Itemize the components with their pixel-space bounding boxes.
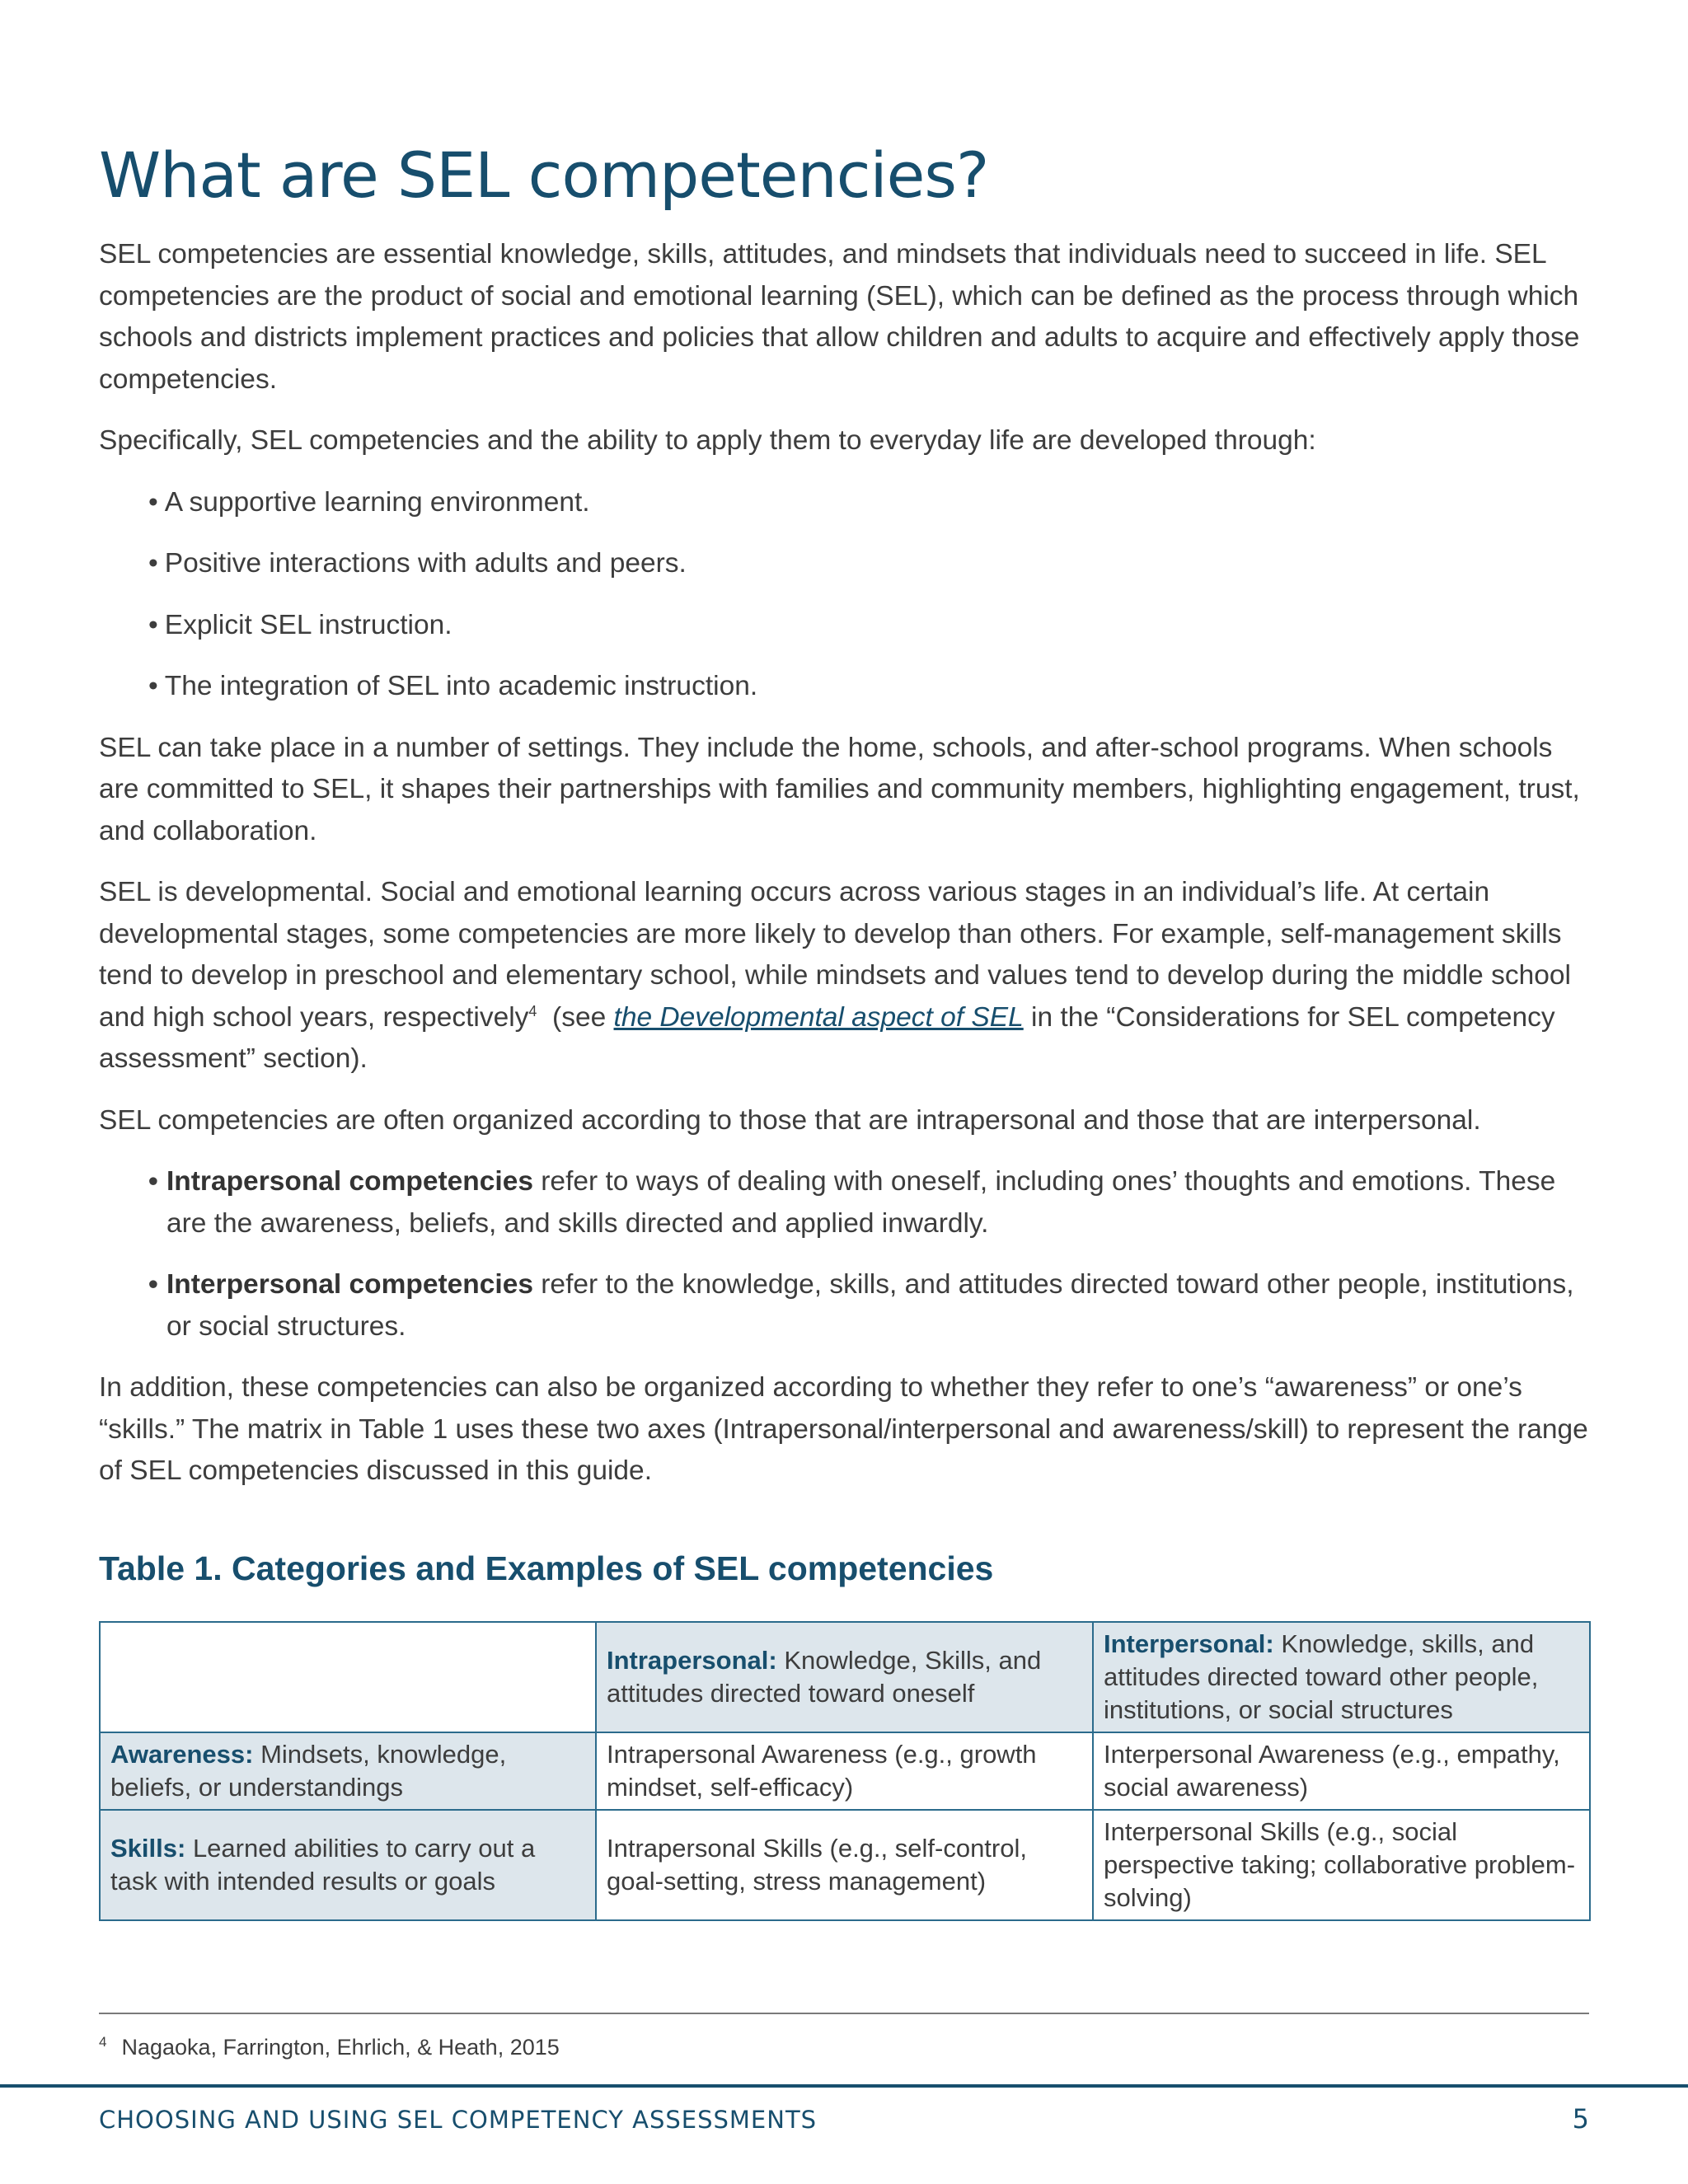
list-item: • Positive interactions with adults and peers. <box>148 548 687 579</box>
table-cell: Intrapersonal Awareness (e.g., growth mindset, self-efficacy) <box>596 1732 1093 1810</box>
settings-paragraph: SEL can take place in a number of settings. They include the home, schools, and after-school programs. When schools are committed to SEL, it shapes their partnerships with families and community members, highlighting engagement, trust, and collaboration. <box>99 732 1580 846</box>
list-item: • The integration of SEL into academic instruction. <box>148 671 758 701</box>
table-header-cell: Intrapersonal: Knowledge, Skills, and attitudes directed toward oneself <box>596 1622 1093 1732</box>
row-header-cell: Awareness: Mindsets, knowledge, beliefs, or understandings <box>100 1732 596 1810</box>
bullet-icon: • <box>148 1166 158 1197</box>
row-header-cell: Skills: Learned abilities to carry out a task with intended results or goals <box>100 1810 596 1920</box>
table-row <box>100 1810 1590 1920</box>
footer-title: CHOOSING AND USING SEL COMPETENCY ASSESSMENTS <box>99 2106 818 2134</box>
bullet-icon: • <box>148 548 158 579</box>
footnote: $^4$ Nagaoka, Farrington, Ehrlich, & Heath, 2015 <box>99 2034 560 2060</box>
table-cell: Intrapersonal Skills (e.g., self-control, goal-setting, stress management) <box>596 1810 1093 1920</box>
footnote-reference[interactable]: 4 <box>528 1002 537 1019</box>
page-title: What are SEL competencies? <box>99 138 989 212</box>
body-content <box>99 234 1589 1512</box>
addition-paragraph: In addition, these competencies can also be organized according to whether they refer to one’s “awareness” or one’s “skills.” The matrix in Table 1 uses these two axes (Intrapersonal/interpersonal and awareness/skill) to represent the range of SEL competencies discussed in this guide. <box>99 1372 1588 1486</box>
list-item: • Intrapersonal competencies refer to ways of dealing with oneself, including ones’ thoughts and emotions. These are the awareness, beliefs, and skills directed and applied inwardly. <box>148 1161 1589 1244</box>
footer-divider <box>0 2084 1688 2088</box>
organized-paragraph: SEL competencies are often organized according to those that are intrapersonal and those that are interpersonal. <box>99 1104 1481 1136</box>
footnote-mark: 4 <box>99 2034 107 2050</box>
table-cell: Interpersonal Awareness (e.g., empathy, social awareness) <box>1093 1732 1590 1810</box>
list-item: • Explicit SEL instruction. <box>148 609 452 640</box>
developmental-paragraph: SEL is developmental. Social and emotional learning occurs across various stages in an individual’s life. At certain developmental stages, some competencies are more likely to develop than others. For example, self-management skills tend to develop in preschool and elementary school, while mindsets and values tend to develop during the middle school and high school years, respectively$^4$ (see the Developmental aspect of SEL in the “Considerations for SEL competency assessment” section). <box>99 877 1571 1074</box>
table-header-row <box>100 1622 1590 1732</box>
footnote-divider <box>99 2013 1589 2014</box>
list-item: • A supportive learning environment. <box>148 486 590 518</box>
list-item: • Interpersonal competencies refer to the knowledge, skills, and attitudes directed toward other people, institutions, or social structures. <box>148 1264 1589 1347</box>
table-cell: Interpersonal Skills (e.g., social perspective taking; collaborative problem-solving) <box>1093 1810 1590 1920</box>
competency-list <box>148 1161 1589 1347</box>
competency-table <box>99 1621 1591 1921</box>
intrapersonal-term: Intrapersonal competencies <box>166 1166 533 1197</box>
table-corner-cell <box>100 1622 596 1732</box>
intro-paragraph: SEL competencies are essential knowledge, skills, attitudes, and mindsets that individuals need to succeed in life. SEL competencies are the product of social and emotional learning (SEL), which can be defined as the process through which schools and districts implement practices and policies that allow children and adults to acquire and effectively apply those competencies. <box>99 239 1580 395</box>
interpersonal-term: Interpersonal competencies <box>166 1269 533 1300</box>
table-header-cell: Interpersonal: Knowledge, skills, and attitudes directed toward other people, institutions, or social structures <box>1093 1622 1590 1732</box>
table-row <box>100 1732 1590 1810</box>
development-list <box>148 482 1589 708</box>
bullet-icon: • <box>148 671 158 701</box>
developmental-aspect-link[interactable]: the Developmental aspect of SEL <box>613 1001 1024 1033</box>
bullet-icon: • <box>148 486 158 518</box>
bullet-icon: • <box>148 1269 158 1300</box>
table-title: Table 1. Categories and Examples of SEL competencies <box>99 1549 994 1587</box>
page-number: 5 <box>1572 2103 1589 2135</box>
specifically-paragraph: Specifically, SEL competencies and the ability to apply them to everyday life are developed through: <box>99 425 1316 456</box>
bullet-icon: • <box>148 609 158 640</box>
